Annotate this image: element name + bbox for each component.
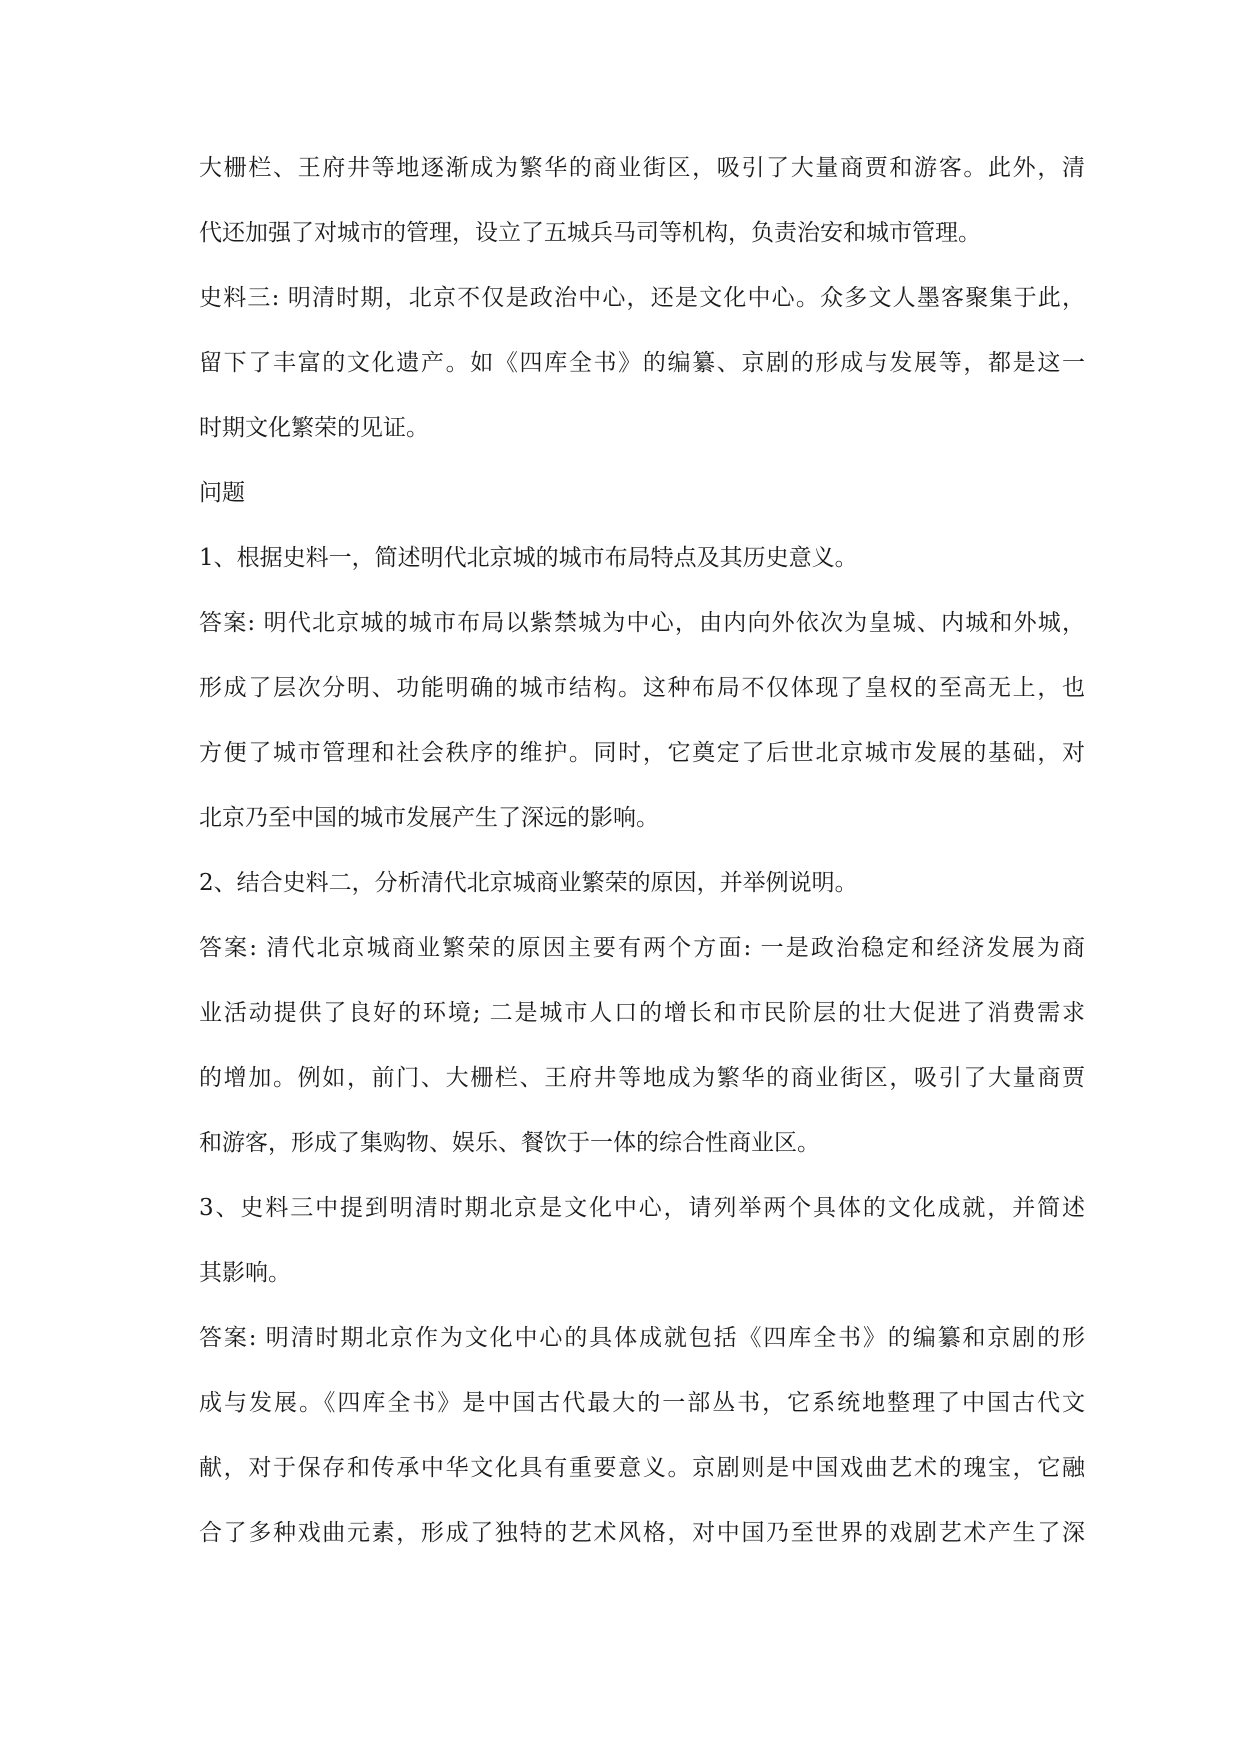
answer-line: 的增加。例如，前门、大栅栏、王府井等地成为繁华的商业街区，吸引了大量商贾 <box>199 1065 1085 1091</box>
answer-line: 合了多种戏曲元素，形成了独特的艺术风格，对中国乃至世界的戏剧艺术产生了深 <box>199 1520 1085 1546</box>
section-heading: 问题 <box>199 480 245 506</box>
answer-line: 成与发展。《四库全书》是中国古代最大的一部丛书，它系统地整理了中国古代文 <box>199 1390 1085 1416</box>
answer-line: 业活动提供了良好的环境; 二是城市人口的增长和市民阶层的壮大促进了消费需求 <box>199 1000 1085 1026</box>
text-line: 大栅栏、王府井等地逐渐成为繁华的商业街区，吸引了大量商贾和游客。此外，清 <box>199 155 1085 181</box>
answer-line: 献，对于保存和传承中华文化具有重要意义。京剧则是中国戏曲艺术的瑰宝，它融 <box>199 1455 1085 1481</box>
answer-line: 方便了城市管理和社会秩序的维护。同时，它奠定了后世北京城市发展的基础，对 <box>199 740 1085 766</box>
answer-line: 答案: 清代北京城商业繁荣的原因主要有两个方面: 一是政治稳定和经济发展为商 <box>199 935 1085 961</box>
question-line: 2、结合史料二，分析清代北京城商业繁荣的原因，并举例说明。 <box>199 870 858 896</box>
answer-line: 答案: 明清时期北京作为文化中心的具体成就包括《四库全书》的编纂和京剧的形 <box>199 1325 1085 1351</box>
answer-line: 北京乃至中国的城市发展产生了深远的影响。 <box>199 805 659 831</box>
question-line: 1、根据史料一，简述明代北京城的城市布局特点及其历史意义。 <box>199 545 858 571</box>
answer-line: 形成了层次分明、功能明确的城市结构。这种布局不仅体现了皇权的至高无上，也 <box>199 675 1085 701</box>
document-body <box>199 147 1085 1577</box>
question-line: 其影响。 <box>199 1260 291 1286</box>
question-line: 3、史料三中提到明清时期北京是文化中心，请列举两个具体的文化成就，并简述 <box>199 1195 1085 1221</box>
answer-line: 答案: 明代北京城的城市布局以紫禁城为中心，由内向外依次为皇城、内城和外城， <box>199 610 1085 636</box>
answer-line: 和游客，形成了集购物、娱乐、餐饮于一体的综合性商业区。 <box>199 1130 820 1156</box>
text-line: 史料三: 明清时期，北京不仅是政治中心，还是文化中心。众多文人墨客聚集于此， <box>199 285 1085 311</box>
text-line: 留下了丰富的文化遗产。如《四库全书》的编纂、京剧的形成与发展等，都是这一 <box>199 350 1085 376</box>
text-line: 时期文化繁荣的见证。 <box>199 415 429 441</box>
text-line: 代还加强了对城市的管理，设立了五城兵马司等机构，负责治安和城市管理。 <box>199 220 981 246</box>
